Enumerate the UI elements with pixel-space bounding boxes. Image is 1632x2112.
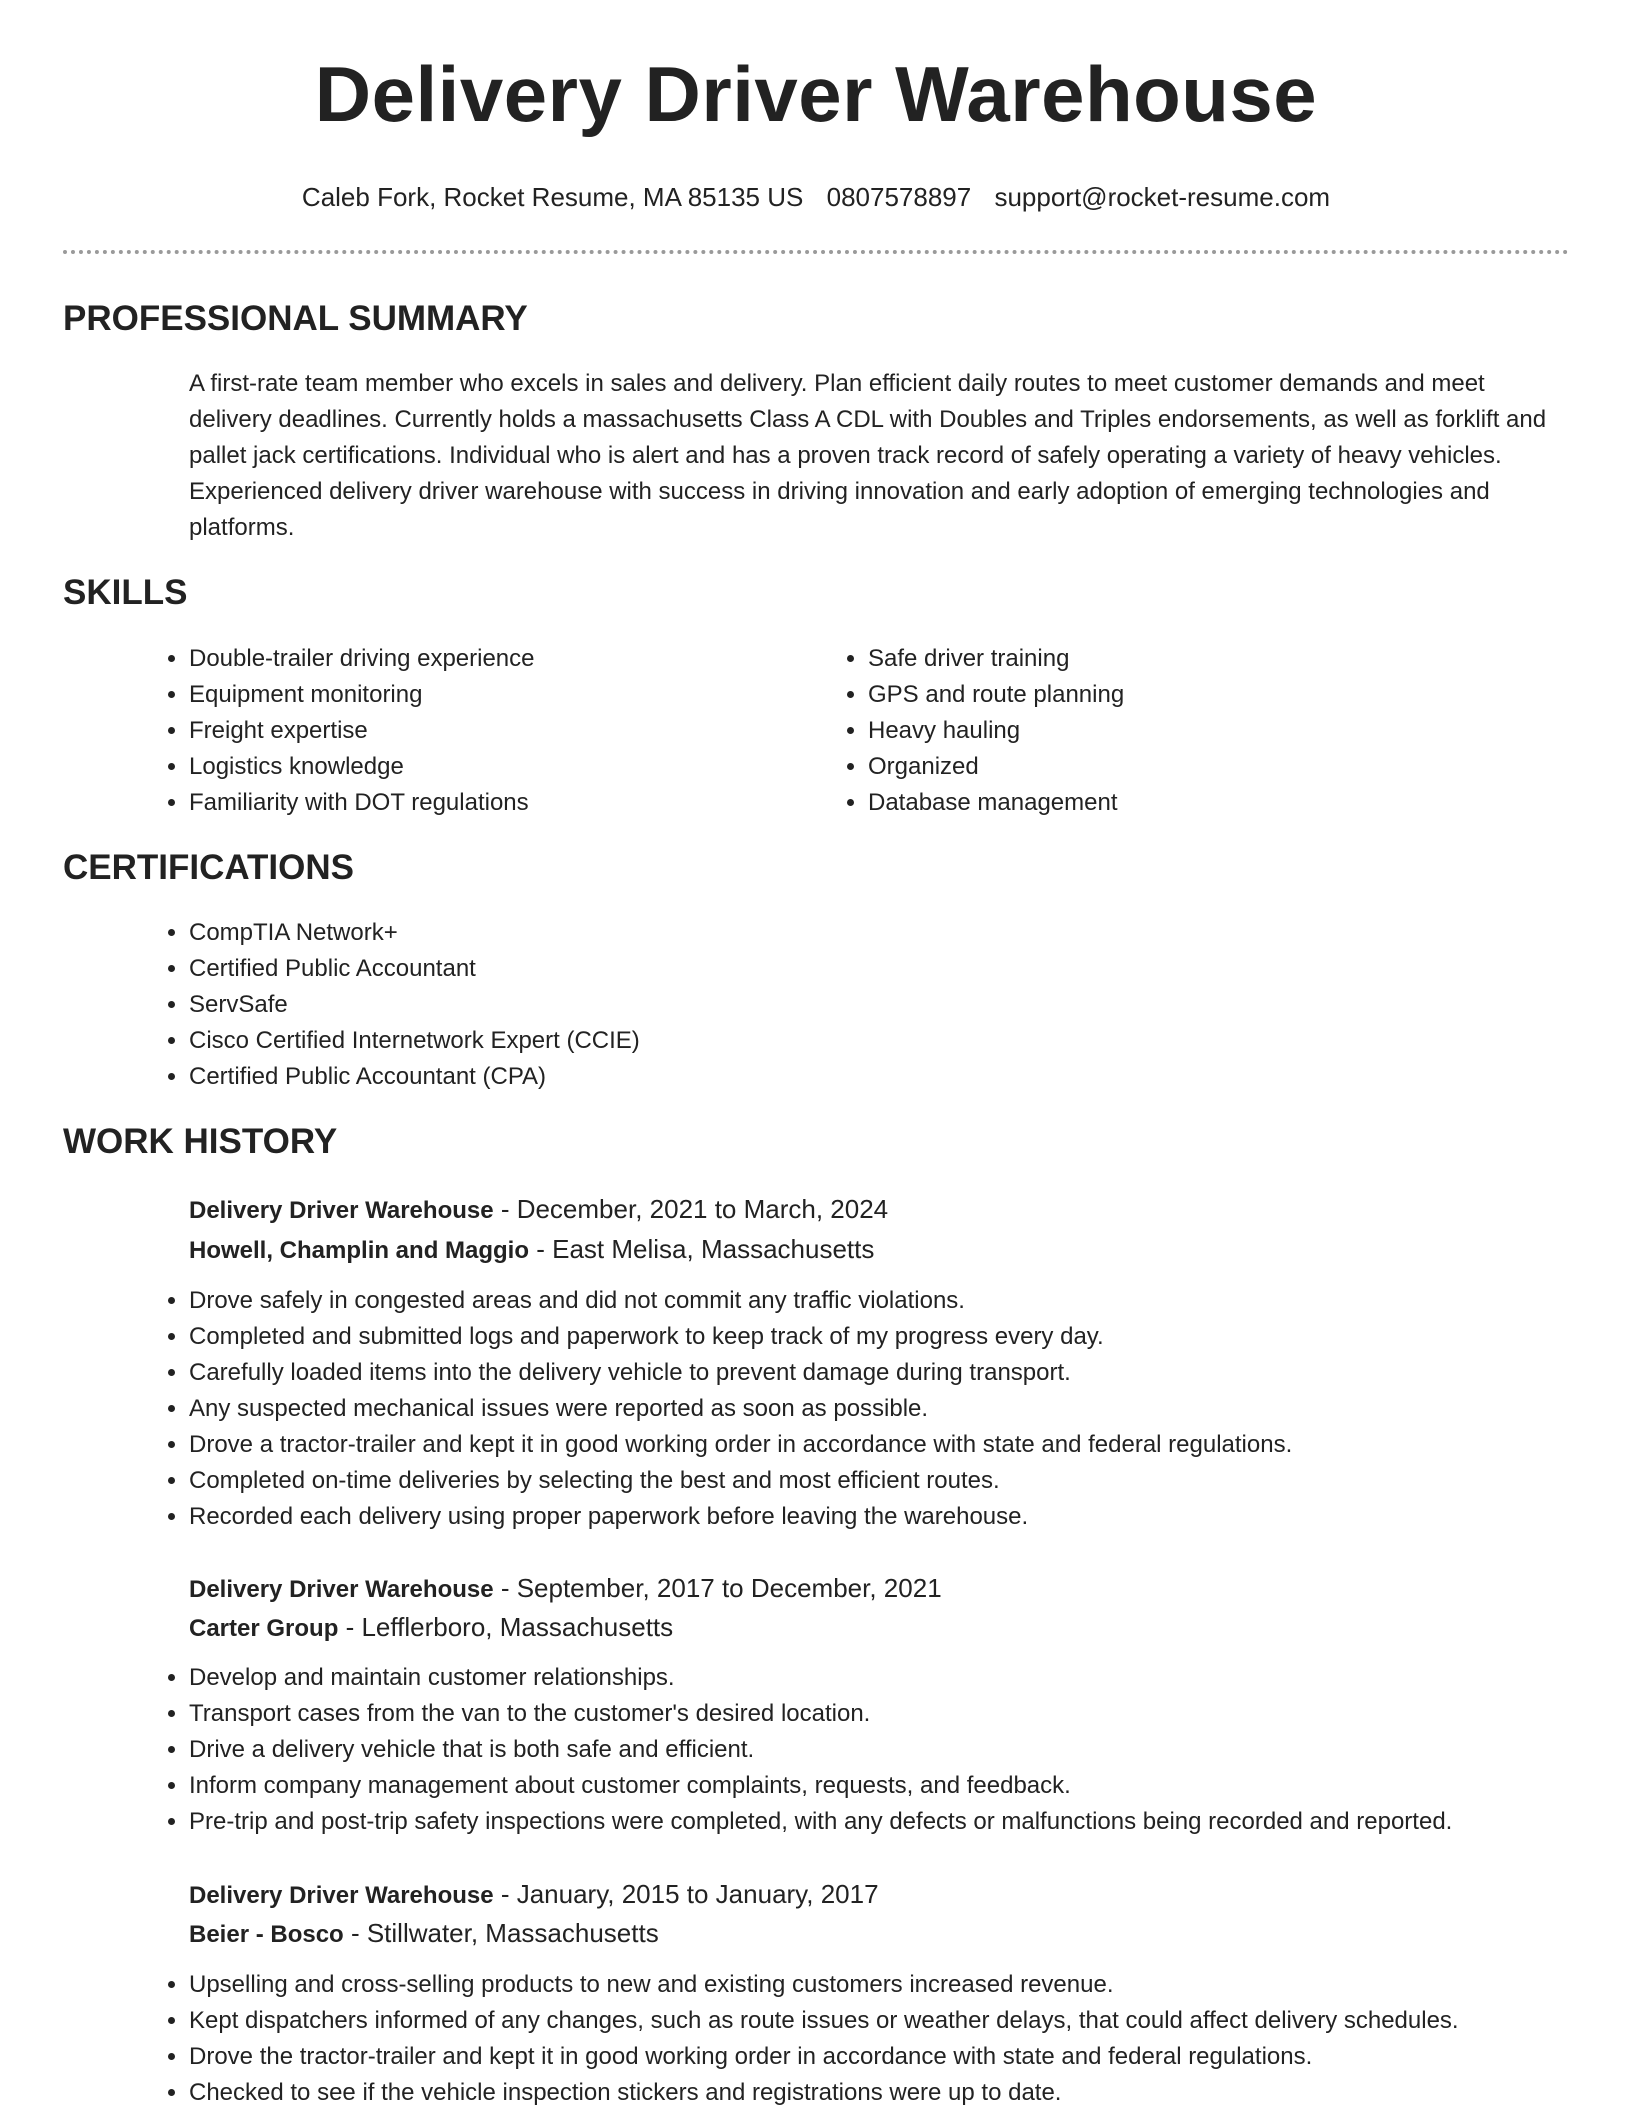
- list-item: • Checked to see if the vehicle inspection stickers and registrations were up to date.: [189, 2075, 1459, 2111]
- contact-phone: 0807578897: [826, 182, 972, 212]
- list-item: • Certified Public Accountant: [189, 951, 640, 987]
- job-location: - Lefflerboro, Massachusetts: [338, 1612, 674, 1642]
- job-company-line: [189, 1231, 874, 1269]
- job-title-line: [189, 1570, 942, 1608]
- work-history-heading: WORK HISTORY: [63, 1122, 338, 1161]
- list-item: • Certified Public Accountant (CPA): [189, 1059, 640, 1095]
- list-item: • Transport cases from the van to the customer's desired location.: [189, 1696, 1452, 1732]
- job-company-line: [189, 1915, 659, 1953]
- summary-text: A first-rate team member who excels in sales and delivery. Plan efficient daily routes to meet customer demands and meet delivery deadlines. Currently holds a massachusetts Class A CDL with Doubles and Triples endorsements, as well as forklift and pallet jack certifications. Individual who is alert and has a proven track record of safely operating a variety of heavy vehicles. Experienced delivery driver warehouse with success in driving innovation and early adoption of emerging technologies and platforms.: [189, 370, 1547, 541]
- job-bullets: [145, 1967, 1459, 2111]
- contact-line: [0, 182, 1632, 213]
- certifications-list: [145, 915, 640, 1095]
- job-location: - East Melisa, Massachusetts: [529, 1234, 875, 1264]
- job-company: Beier - Bosco: [189, 1921, 344, 1948]
- job-title-line: [189, 1191, 888, 1229]
- job-bullets: [145, 1283, 1292, 1535]
- list-item: • Database management: [868, 785, 1503, 821]
- contact-email: support@rocket-resume.com: [994, 182, 1331, 212]
- list-item: • Pre-trip and post-trip safety inspections were completed, with any defects or malfunctions being recorded and reported.: [189, 1804, 1452, 1840]
- list-item: • Organized: [868, 749, 1503, 785]
- job-role: Delivery Driver Warehouse: [189, 1882, 494, 1909]
- list-item: • Double-trailer driving experience: [189, 641, 824, 677]
- list-item: • Drove the tractor-trailer and kept it in good working order in accordance with state and federal regulations.: [189, 2039, 1459, 2075]
- job-role: Delivery Driver Warehouse: [189, 1197, 494, 1224]
- list-item: • Equipment monitoring: [189, 677, 824, 713]
- list-item: • Completed on-time deliveries by selecting the best and most efficient routes.: [189, 1463, 1292, 1499]
- job-company: Carter Group: [189, 1615, 339, 1642]
- skills-column-right: [824, 641, 1503, 821]
- list-item: • Safe driver training: [868, 641, 1503, 677]
- list-item: • ServSafe: [189, 987, 640, 1023]
- page-title: Delivery Driver Warehouse: [314, 50, 1318, 138]
- list-item: • Develop and maintain customer relationships.: [189, 1660, 1452, 1696]
- header-divider: [63, 250, 1569, 254]
- job-company: Howell, Champlin and Maggio: [189, 1237, 530, 1264]
- list-item: • Logistics knowledge: [189, 749, 824, 785]
- list-item: • Carefully loaded items into the delivery vehicle to prevent damage during transport.: [189, 1355, 1292, 1391]
- list-item: • Freight expertise: [189, 713, 824, 749]
- list-item: • GPS and route planning: [868, 677, 1503, 713]
- list-item: • Inform company management about customer complaints, requests, and feedback.: [189, 1768, 1452, 1804]
- list-item: • Completed and submitted logs and paperwork to keep track of my progress every day.: [189, 1319, 1292, 1355]
- job-dates: - December, 2021 to March, 2024: [493, 1194, 889, 1224]
- list-item: • Drove a tractor-trailer and kept it in good working order in accordance with state and federal regulations.: [189, 1427, 1292, 1463]
- list-item: • Drive a delivery vehicle that is both safe and efficient.: [189, 1732, 1452, 1768]
- list-item: • Cisco Certified Internetwork Expert (CCIE): [189, 1023, 640, 1059]
- summary-heading: PROFESSIONAL SUMMARY: [63, 299, 528, 338]
- list-item: • Drove safely in congested areas and did not commit any traffic violations.: [189, 1283, 1292, 1319]
- contact-address: Caleb Fork, Rocket Resume, MA 85135 US: [301, 182, 804, 212]
- job-dates: - September, 2017 to December, 2021: [493, 1573, 942, 1603]
- list-item: • Heavy hauling: [868, 713, 1503, 749]
- list-item: • CompTIA Network+: [189, 915, 640, 951]
- skills-heading: SKILLS: [63, 573, 188, 612]
- skills-column-left: [145, 641, 824, 821]
- skills-list: [145, 641, 1525, 821]
- job-role: Delivery Driver Warehouse: [189, 1576, 494, 1603]
- list-item: • Upselling and cross-selling products to new and existing customers increased revenue.: [189, 1967, 1459, 2003]
- list-item: • Any suspected mechanical issues were reported as soon as possible.: [189, 1391, 1292, 1427]
- job-title-line: [189, 1876, 879, 1914]
- job-dates: - January, 2015 to January, 2017: [493, 1879, 879, 1909]
- job-company-line: [189, 1609, 673, 1647]
- list-item: • Familiarity with DOT regulations: [189, 785, 824, 821]
- list-item: • Recorded each delivery using proper paperwork before leaving the warehouse.: [189, 1499, 1292, 1535]
- job-bullets: [145, 1660, 1452, 1840]
- certifications-heading: CERTIFICATIONS: [63, 848, 355, 887]
- job-location: - Stillwater, Massachusetts: [343, 1918, 659, 1948]
- list-item: • Kept dispatchers informed of any changes, such as route issues or weather delays, that could affect delivery schedules.: [189, 2003, 1459, 2039]
